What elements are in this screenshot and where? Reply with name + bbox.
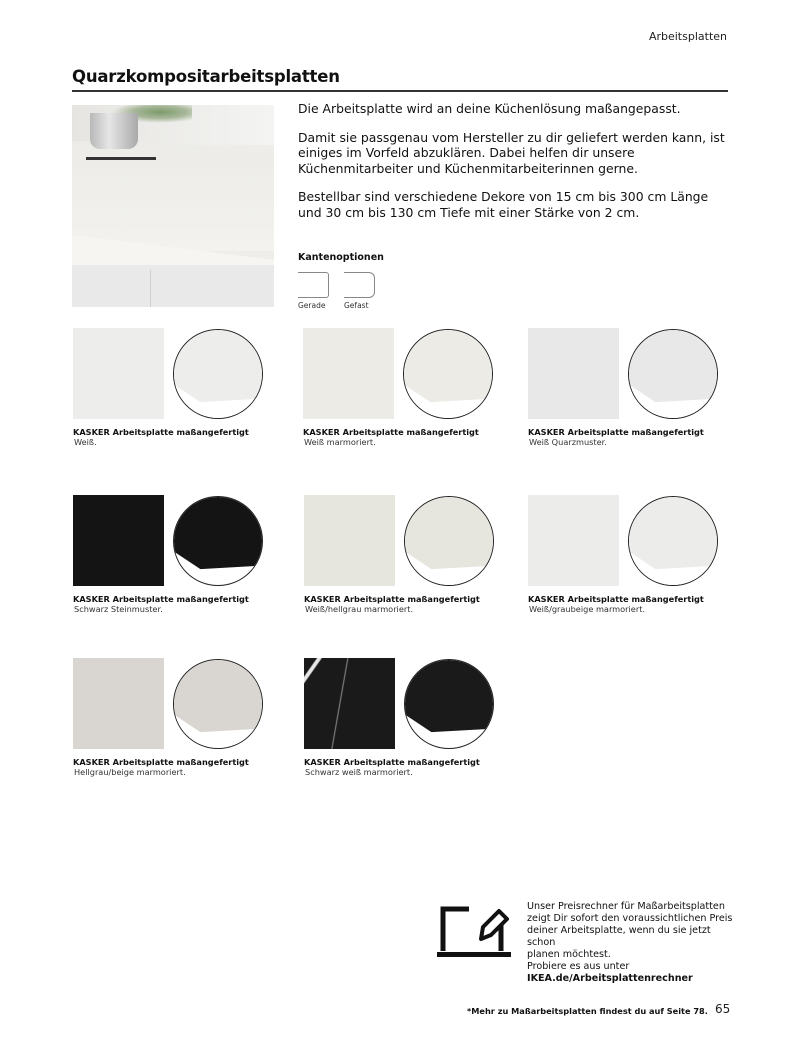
edge-detail-image — [173, 659, 263, 749]
edge-detail-image — [173, 329, 263, 419]
edge-options-title: Kantenoptionen — [298, 252, 384, 263]
promo-line: Unser Preisrechner für Maßarbeitsplatten — [527, 901, 725, 912]
edge-detail-image — [628, 329, 718, 419]
footnote: *Mehr zu Maßarbeitsplatten findest du auf Seite 78. — [467, 1006, 708, 1016]
product-card — [303, 328, 503, 453]
page-title: Quarzkompositarbeitsplatten — [72, 67, 340, 86]
product-card — [304, 495, 504, 620]
hero-trivet — [86, 153, 156, 160]
product-description: Hellgrau/beige marmoriert. — [74, 767, 186, 777]
product-name: KASKER Arbeitsplatte maßangefertigt — [528, 594, 704, 604]
color-swatch — [303, 328, 394, 419]
product-card — [73, 495, 273, 620]
intro-text — [298, 101, 728, 233]
product-description: Weiß marmoriert. — [304, 437, 376, 447]
price-calculator-link[interactable]: IKEA.de/Arbeitsplattenrechner — [527, 973, 693, 984]
hero-image — [72, 105, 274, 307]
product-description: Schwarz weiß marmoriert. — [305, 767, 413, 777]
edge-option-label: Gerade — [298, 301, 326, 310]
product-card — [528, 495, 728, 620]
edge-detail-image — [404, 496, 494, 586]
edge-option-gefast — [344, 272, 384, 310]
straight-edge-icon — [298, 272, 329, 298]
intro-paragraph: Damit sie passgenau vom Hersteller zu dir geliefert werden kann, ist einiges im Vorfeld abzuklären. Dabei helfen dir unsere Küchenmitarbeiter und Küchenmitarbeiterinnen gerne. — [298, 129, 725, 176]
product-description: Weiß Quarzmuster. — [529, 437, 607, 447]
edge-option-label: Gefast — [344, 301, 369, 310]
laptop-pencil-icon — [437, 903, 511, 959]
hero-pot — [90, 113, 138, 149]
product-description: Weiß/hellgrau marmoriert. — [305, 604, 414, 614]
chamfered-edge-icon — [344, 272, 375, 298]
product-name: KASKER Arbeitsplatte maßangefertigt — [304, 757, 480, 767]
product-card — [304, 658, 504, 783]
product-description: Weiß. — [74, 437, 97, 447]
color-swatch — [73, 495, 164, 586]
edge-detail-image — [173, 496, 263, 586]
promo-text — [527, 901, 737, 985]
product-name: KASKER Arbeitsplatte maßangefertigt — [73, 757, 249, 767]
color-swatch — [304, 658, 395, 749]
edge-detail-image — [628, 496, 718, 586]
promo-line: zeigt Dir sofort den voraussichtlichen Preis — [527, 913, 733, 924]
title-rule — [72, 90, 728, 92]
product-description: Schwarz Steinmuster. — [74, 604, 163, 614]
edge-option-gerade — [298, 272, 338, 310]
promo-line: deiner Arbeitsplatte, wenn du sie jetzt schon — [527, 925, 711, 948]
section-label: Arbeitsplatten — [648, 30, 727, 43]
product-card — [528, 328, 728, 453]
edge-detail-image — [404, 659, 494, 749]
promo-line: Probiere es aus unter — [527, 961, 630, 972]
edge-detail-image — [403, 329, 493, 419]
product-description: Weiß/graubeige marmoriert. — [529, 604, 646, 614]
product-name: KASKER Arbeitsplatte maßangefertigt — [73, 594, 249, 604]
hero-cabinet-line — [150, 270, 151, 307]
product-name: KASKER Arbeitsplatte maßangefertigt — [73, 427, 249, 437]
promo-line: planen möchtest. — [527, 949, 611, 960]
product-name: KASKER Arbeitsplatte maßangefertigt — [303, 427, 479, 437]
product-card — [73, 658, 273, 783]
intro-paragraph: Bestellbar sind verschiedene Dekore von 15 cm bis 300 cm Länge und 30 cm bis 130 cm Tiefe mit einer Stärke von 2 cm. — [298, 189, 709, 220]
page-number: 65 — [715, 1002, 731, 1016]
product-card — [73, 328, 273, 453]
intro-paragraph: Die Arbeitsplatte wird an deine Küchenlösung maßangepasst. — [298, 101, 681, 116]
product-name: KASKER Arbeitsplatte maßangefertigt — [528, 427, 704, 437]
hero-cabinet — [72, 265, 274, 307]
color-swatch — [528, 328, 619, 419]
color-swatch — [304, 495, 395, 586]
color-swatch — [73, 328, 164, 419]
color-swatch — [528, 495, 619, 586]
color-swatch — [73, 658, 164, 749]
product-name: KASKER Arbeitsplatte maßangefertigt — [304, 594, 480, 604]
